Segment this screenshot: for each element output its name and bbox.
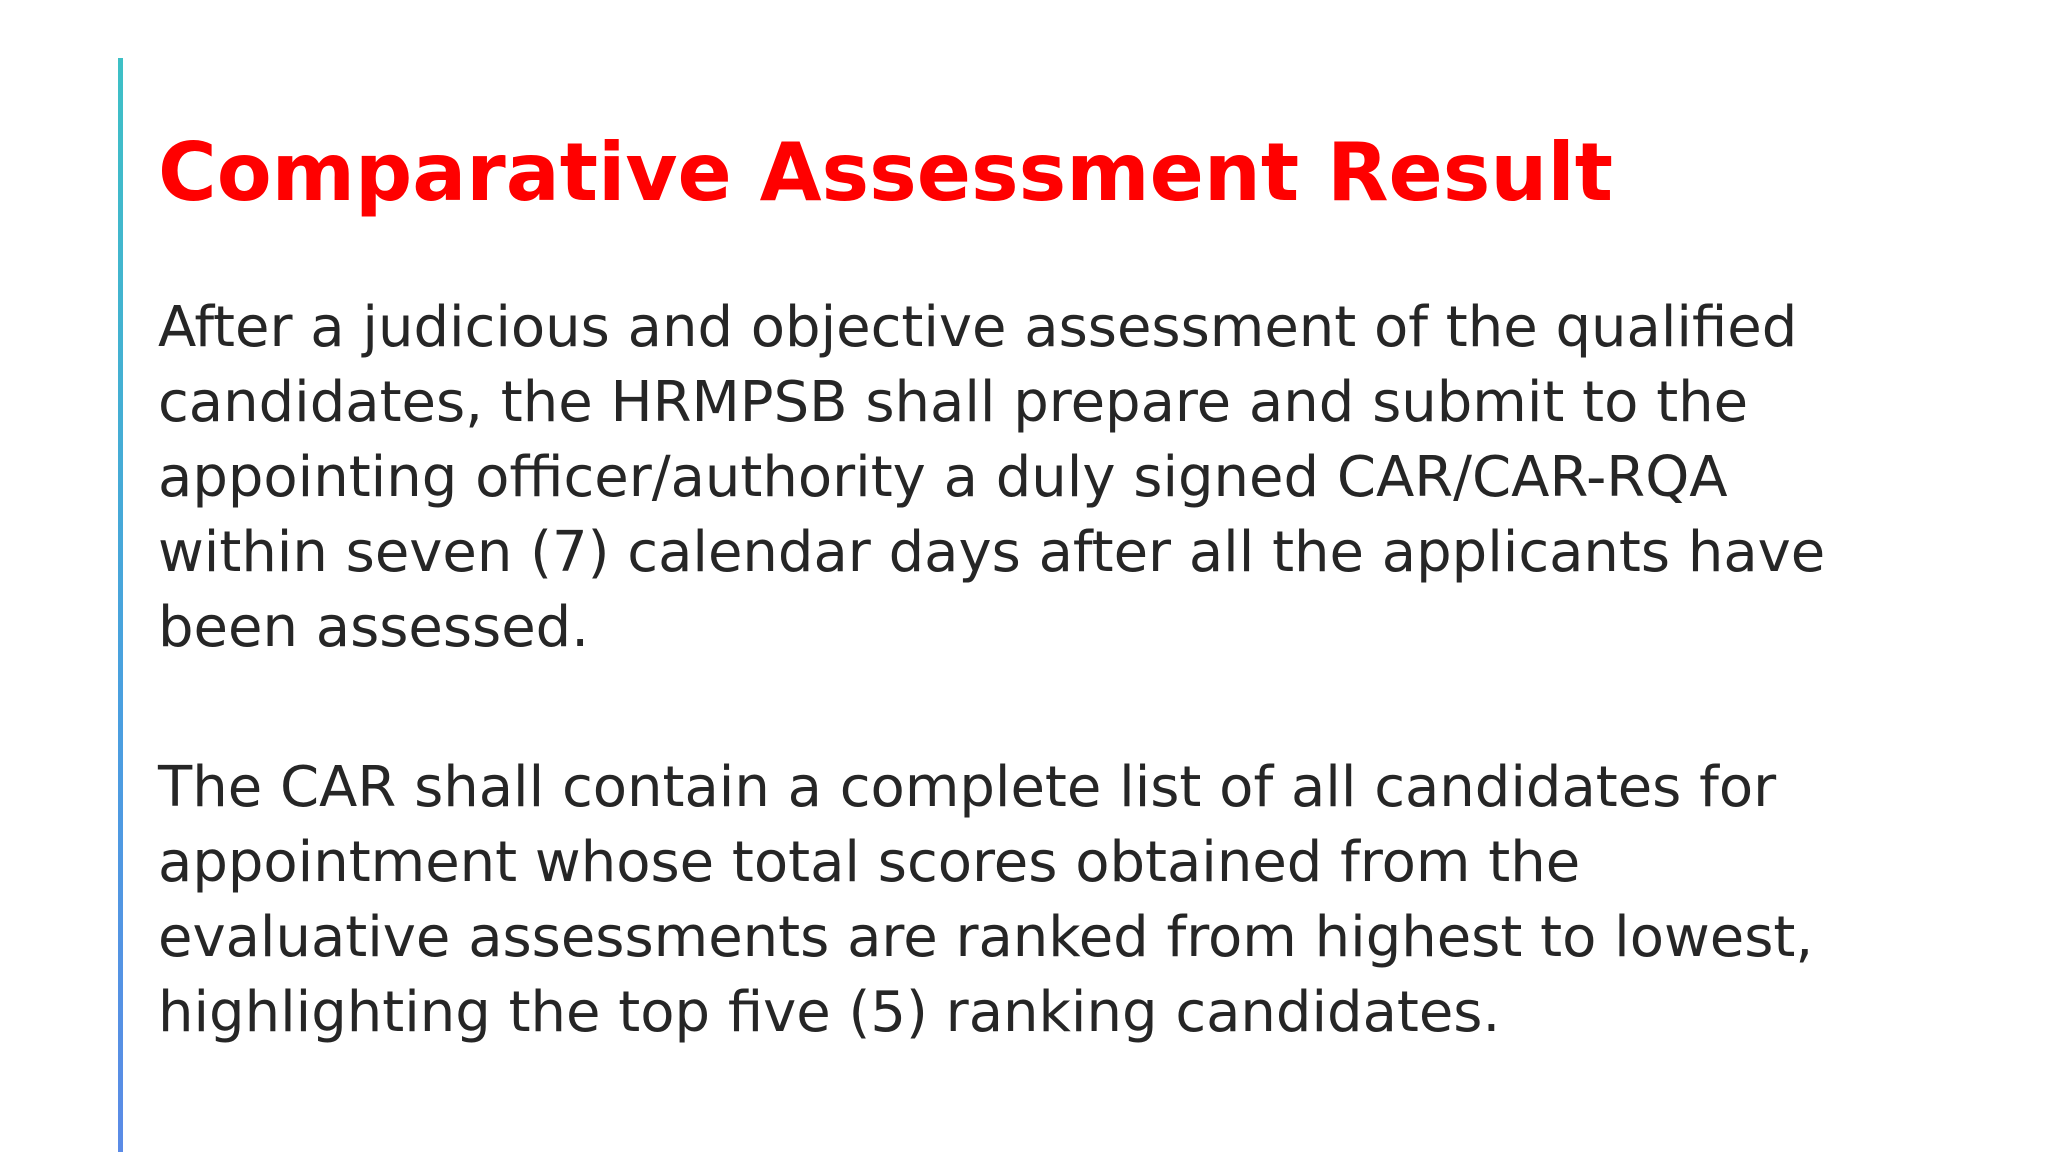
paragraph-car-submission xyxy=(158,290,1825,665)
paragraph-line: appointment whose total scores obtained from the xyxy=(158,830,1581,895)
accent-bar xyxy=(118,58,123,1152)
paragraph-line: candidates, the HRMPSB shall prepare and submit to the xyxy=(158,370,1749,435)
paragraph-line: After a judicious and objective assessment of the qualified xyxy=(158,295,1798,360)
paragraph-line: within seven (7) calendar days after all the applicants have xyxy=(158,520,1826,585)
slide-title: Comparative Assessment Result xyxy=(158,126,1614,219)
paragraph-line: highlighting the top five (5) ranking candidates. xyxy=(158,980,1501,1045)
paragraph-line: appointing officer/authority a duly signed CAR/CAR-RQA xyxy=(158,445,1728,510)
paragraph-car-contents xyxy=(158,750,1813,1050)
paragraph-line: The CAR shall contain a complete list of all candidates for xyxy=(158,755,1777,820)
paragraph-line: evaluative assessments are ranked from highest to lowest, xyxy=(158,905,1814,970)
paragraph-line: been assessed. xyxy=(158,595,590,660)
